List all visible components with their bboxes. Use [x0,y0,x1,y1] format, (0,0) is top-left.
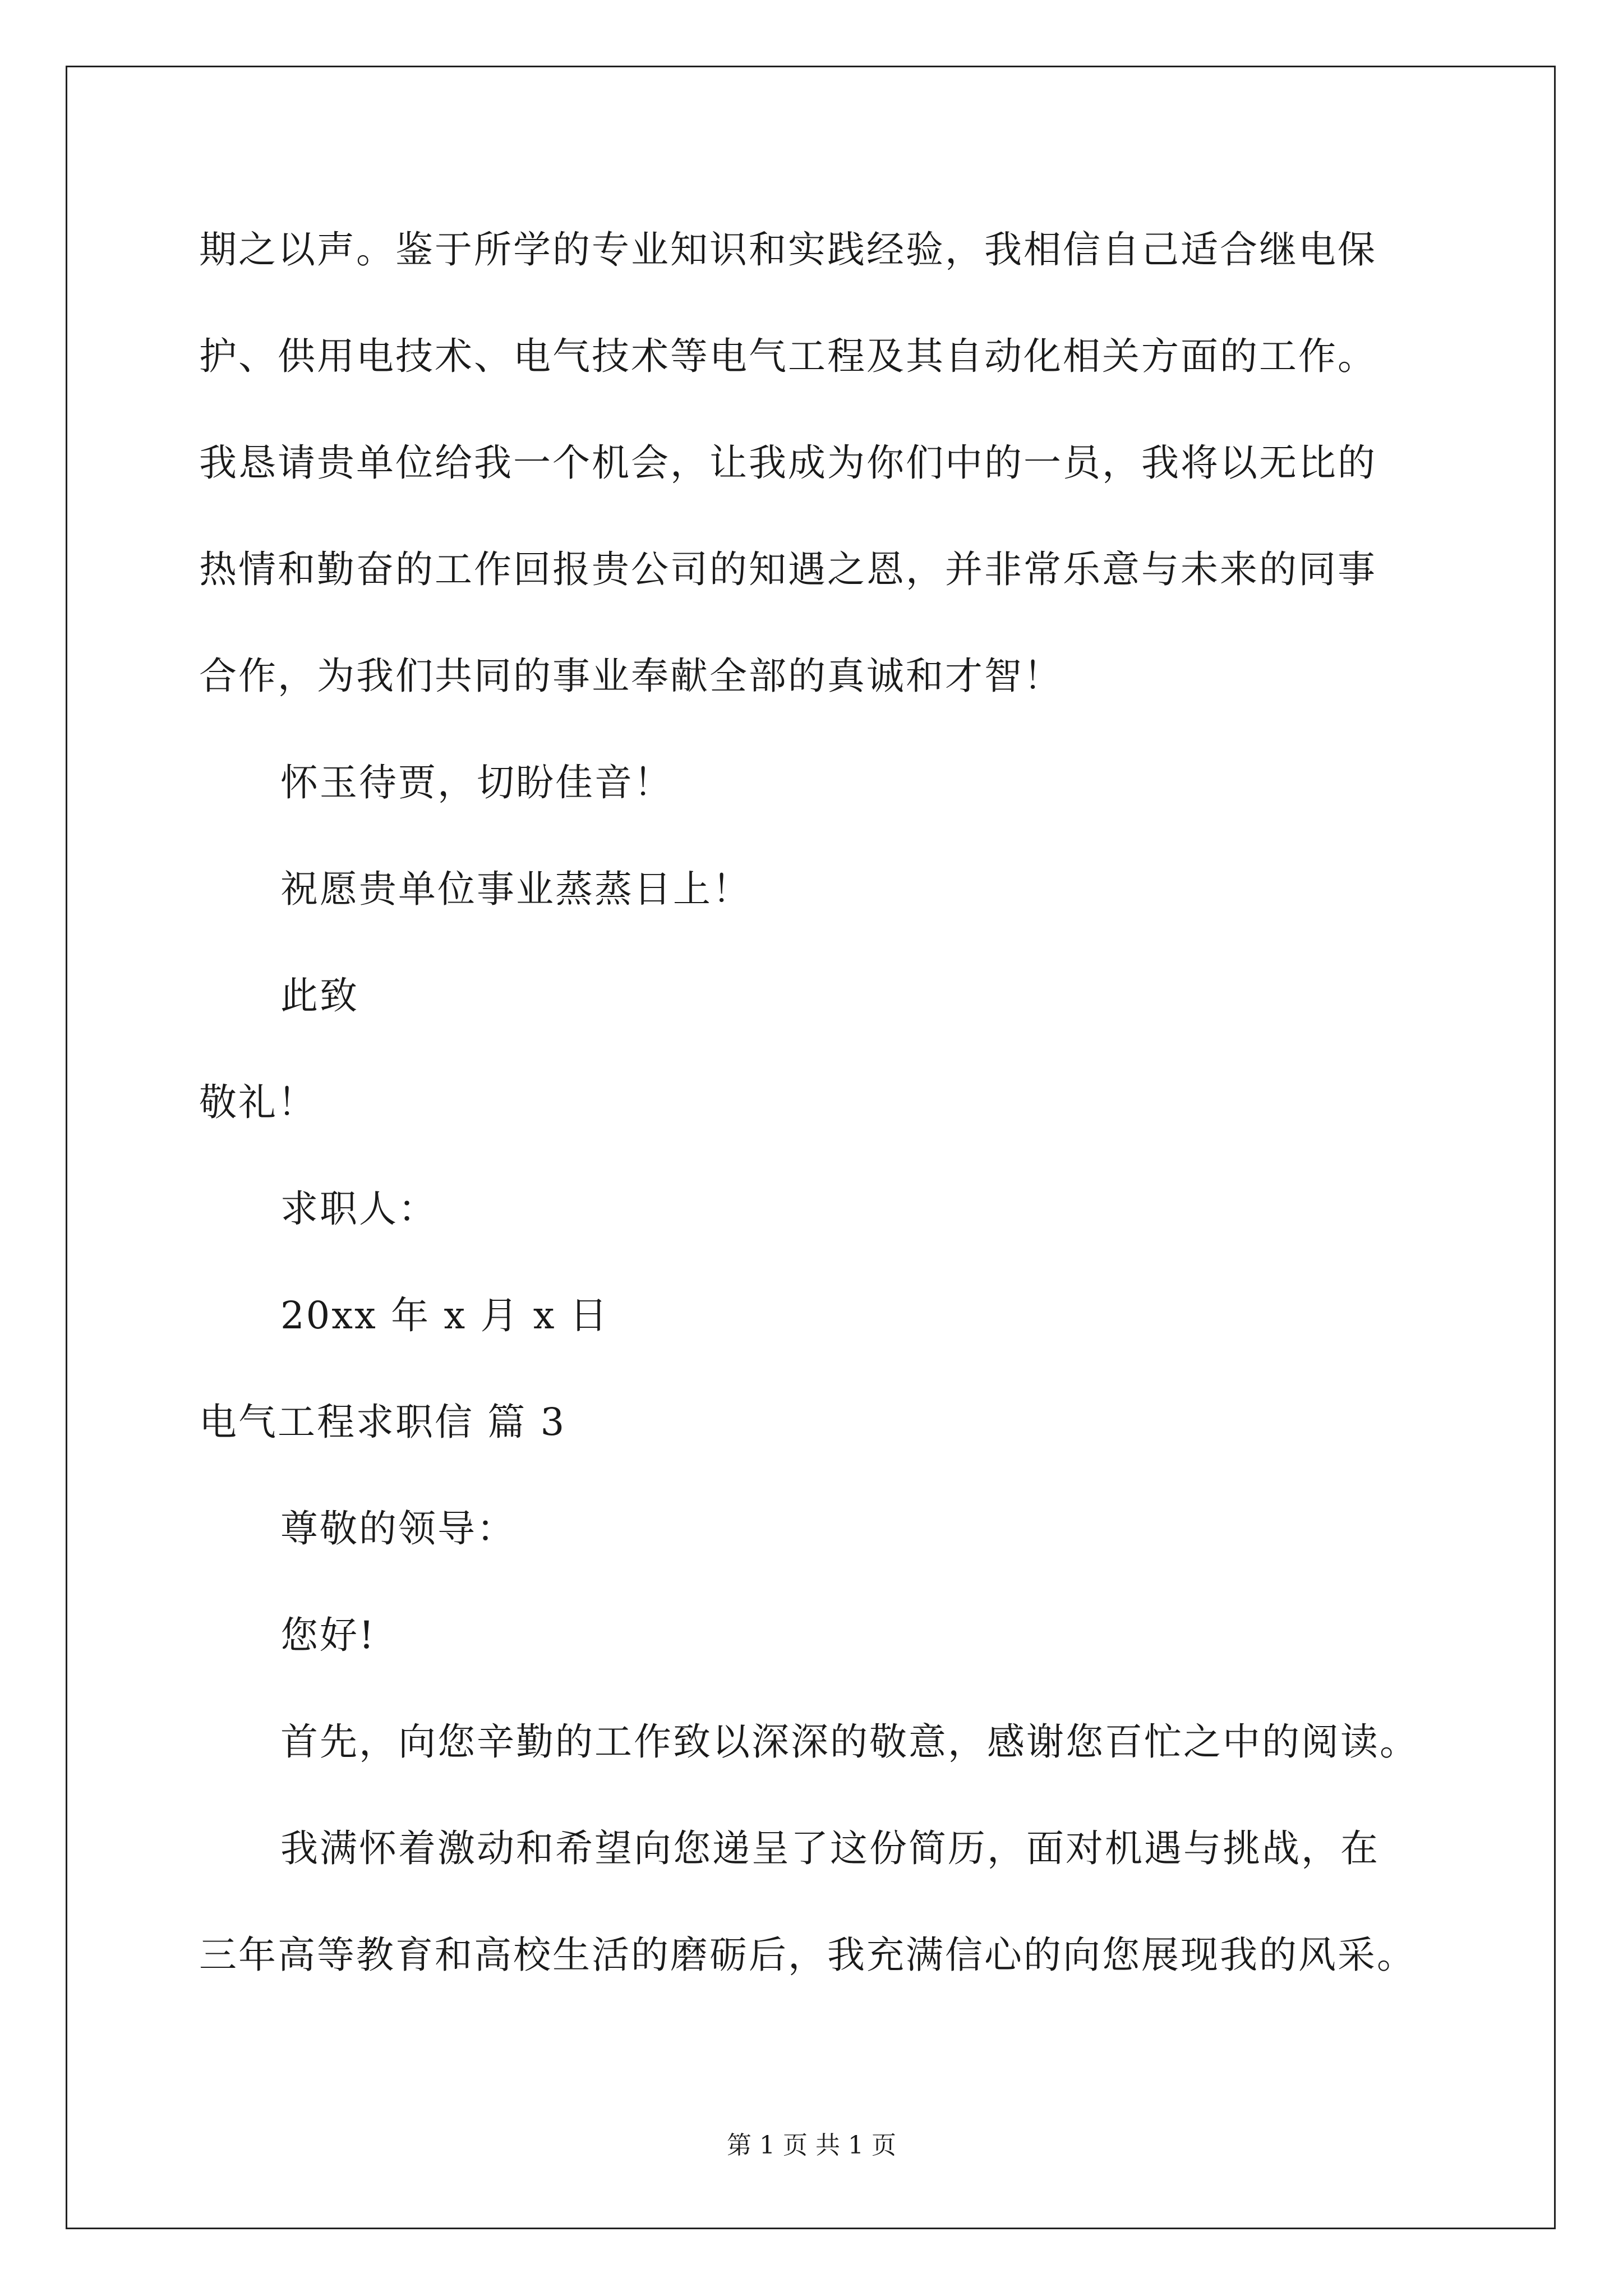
closing-line: 祝愿贵单位事业蒸蒸日上！ [280,867,751,911]
closing-line: 怀玉待贾，切盼佳音！ [280,761,673,804]
body-text-line: 合作，为我们共同的事业奉献全部的真诚和才智！ [199,654,1063,698]
date-line: 20xx 年 x 月 x 日 [280,1294,609,1337]
page-border [66,66,1556,2229]
section-title: 电气工程求职信 篇 3 [199,1400,566,1444]
body-text-line: 期之以声。鉴于所学的专业知识和实践经验，我相信自己适合继电保 [199,228,1377,272]
greeting-line: 您好! [280,1613,376,1657]
body-text-line: 首先，向您辛勤的工作致以深深的敬意，感谢您百忙之中的阅读。 [280,1720,1419,1764]
body-text-line: 护、供用电技术、电气技术等电气工程及其自动化相关方面的工作。 [199,334,1377,378]
body-text-line: 我恳请贵单位给我一个机会，让我成为你们中的一员，我将以无比的 [199,441,1377,485]
body-text-line: 三年高等教育和高校生活的磨砺后，我充满信心的向您展现我的风采。 [199,1933,1416,1977]
salutation-line: 此致 [280,974,359,1018]
greeting-line: 尊敬的领导： [280,1507,516,1550]
body-text-line: 热情和勤奋的工作回报贵公司的知遇之恩，并非常乐意与未来的同事 [199,547,1377,591]
salutation-line: 敬礼！ [199,1080,317,1124]
signature-label: 求职人： [280,1187,437,1231]
page-footer: 第 1 页 共 1 页 [727,2131,896,2160]
body-text-line: 我满怀着激动和希望向您递呈了这份简历，面对机遇与挑战，在 [280,1826,1380,1870]
